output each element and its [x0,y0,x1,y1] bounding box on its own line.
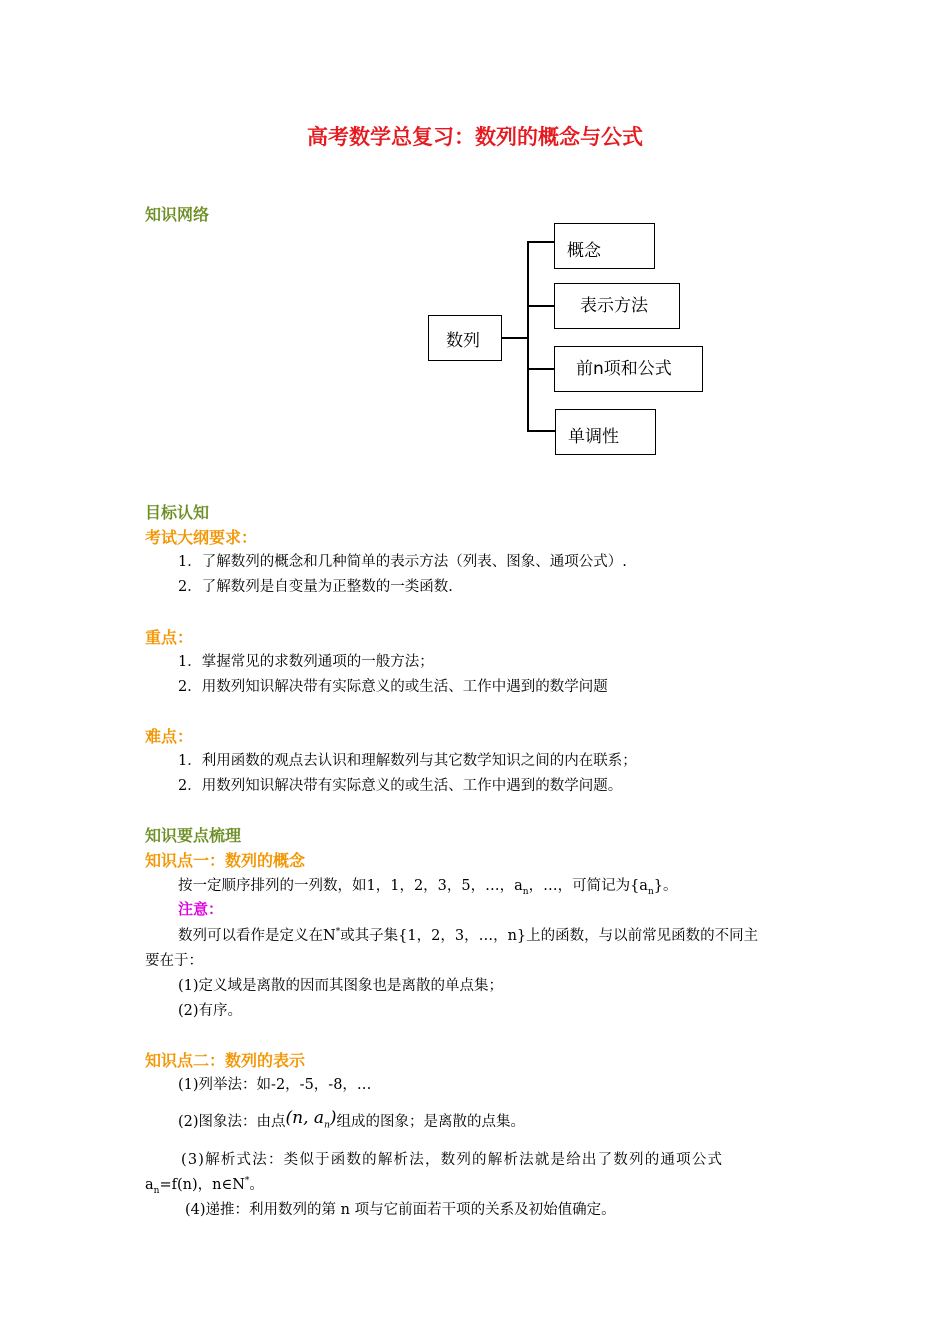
point-formula-text: ) [329,1108,337,1128]
diagram-connector-trunk [527,241,529,431]
point-formula [285,1108,337,1131]
point1-note-text: 或其子集{1，2，3，…，n}上的函数，与以前常见函数的不同主 [340,928,759,944]
point1-intro-text: ，…，可简记为{a [528,878,648,894]
key-points-heading: 重点： [145,628,194,647]
difficult-point-item: 1．利用函数的观点去认识和理解数列与其它数学知识之间的内在联系； [178,753,637,769]
point-formula-text: (n, a [285,1108,325,1128]
diagram-branch-label: 单调性 [568,427,619,447]
point1-note-text: 数列可以看作是定义在N [178,928,336,944]
superscript: * [335,927,341,938]
analytic-text: 。 [249,1177,264,1193]
point1-item: (1)定义域是离散的因而其图象也是离散的单点集； [178,978,504,994]
note-heading: 注意： [178,900,224,918]
diagram-branch-box-3 [554,346,703,392]
diagram-branch-label: 表示方法 [580,296,648,316]
point1-note-continued: 要在于： [145,953,203,969]
diagram-branch-box-1 [554,223,655,269]
point2-graph-text: 组成的图象；是离散的点集。 [336,1114,526,1130]
analytic-text: a [145,1177,154,1193]
page-title: 高考数学总复习：数列的概念与公式 [307,125,643,149]
diagram-branch-box-2 [554,283,680,329]
difficult-points-heading: 难点： [145,727,194,746]
diagram-branch-label: 概念 [567,241,601,261]
diagram-connector-root [502,337,528,339]
superscript: * [244,1176,250,1187]
key-point-item: 1．掌握常见的求数列通项的一般方法； [178,654,434,670]
diagram-branch-box-4 [555,409,656,455]
point1-intro-text: }。 [653,878,678,894]
diagram-connector-branch-3 [527,368,555,370]
point2-heading: 知识点二：数列的表示 [145,1051,306,1070]
point2-graph-text: (2)图象法：由点 [178,1114,286,1130]
key-point-item: 2．用数列知识解决带有实际意义的或生活、工作中遇到的数学问题 [178,679,608,695]
difficult-point-item: 2．用数列知识解决带有实际意义的或生活、工作中遇到的数学问题。 [178,778,623,794]
subscript: n [324,1120,330,1131]
point1-intro [178,874,677,897]
section-heading-network: 知识网络 [145,205,210,224]
point2-graph-method [178,1108,525,1131]
diagram-connector-branch-4 [527,430,556,432]
point2-list-method: (1)列举法：如-2，-5，-8，… [178,1077,372,1093]
syllabus-item: 1．了解数列的概念和几种简单的表示方法（列表、图象、通项公式）. [178,554,627,570]
diagram-root-box [428,315,502,361]
subscript: n [522,886,529,897]
point2-analytic-method: (3)解析式法：类似于函数的解析法，数列的解析法就是给出了数列的通项公式 [181,1152,724,1168]
syllabus-heading: 考试大纲要求： [145,528,258,547]
diagram-connector-branch-2 [527,305,555,307]
subscript: n [647,886,654,897]
diagram-root-label: 数列 [446,331,480,351]
point1-item: (2)有序。 [178,1003,243,1019]
point2-analytic-continued [145,1173,264,1196]
analytic-text: =f(n)，n∈N [159,1177,245,1193]
point2-recursive-method: (4)递推：利用数列的第 n 项与它前面若干项的关系及初始值确定。 [185,1202,616,1218]
point1-heading: 知识点一：数列的概念 [145,851,306,870]
syllabus-item: 2．了解数列是自变量为正整数的一类函数. [178,579,453,595]
point1-note [178,924,758,945]
point1-intro-text: 按一定顺序排列的一列数，如1，1，2，3，5，…，a [178,878,523,894]
section-heading-knowledge: 知识要点梳理 [145,826,242,845]
subscript: n [153,1185,160,1196]
diagram-branch-label: 前n项和公式 [576,359,672,379]
diagram-connector-branch-1 [527,241,555,243]
section-heading-target: 目标认知 [145,503,210,522]
